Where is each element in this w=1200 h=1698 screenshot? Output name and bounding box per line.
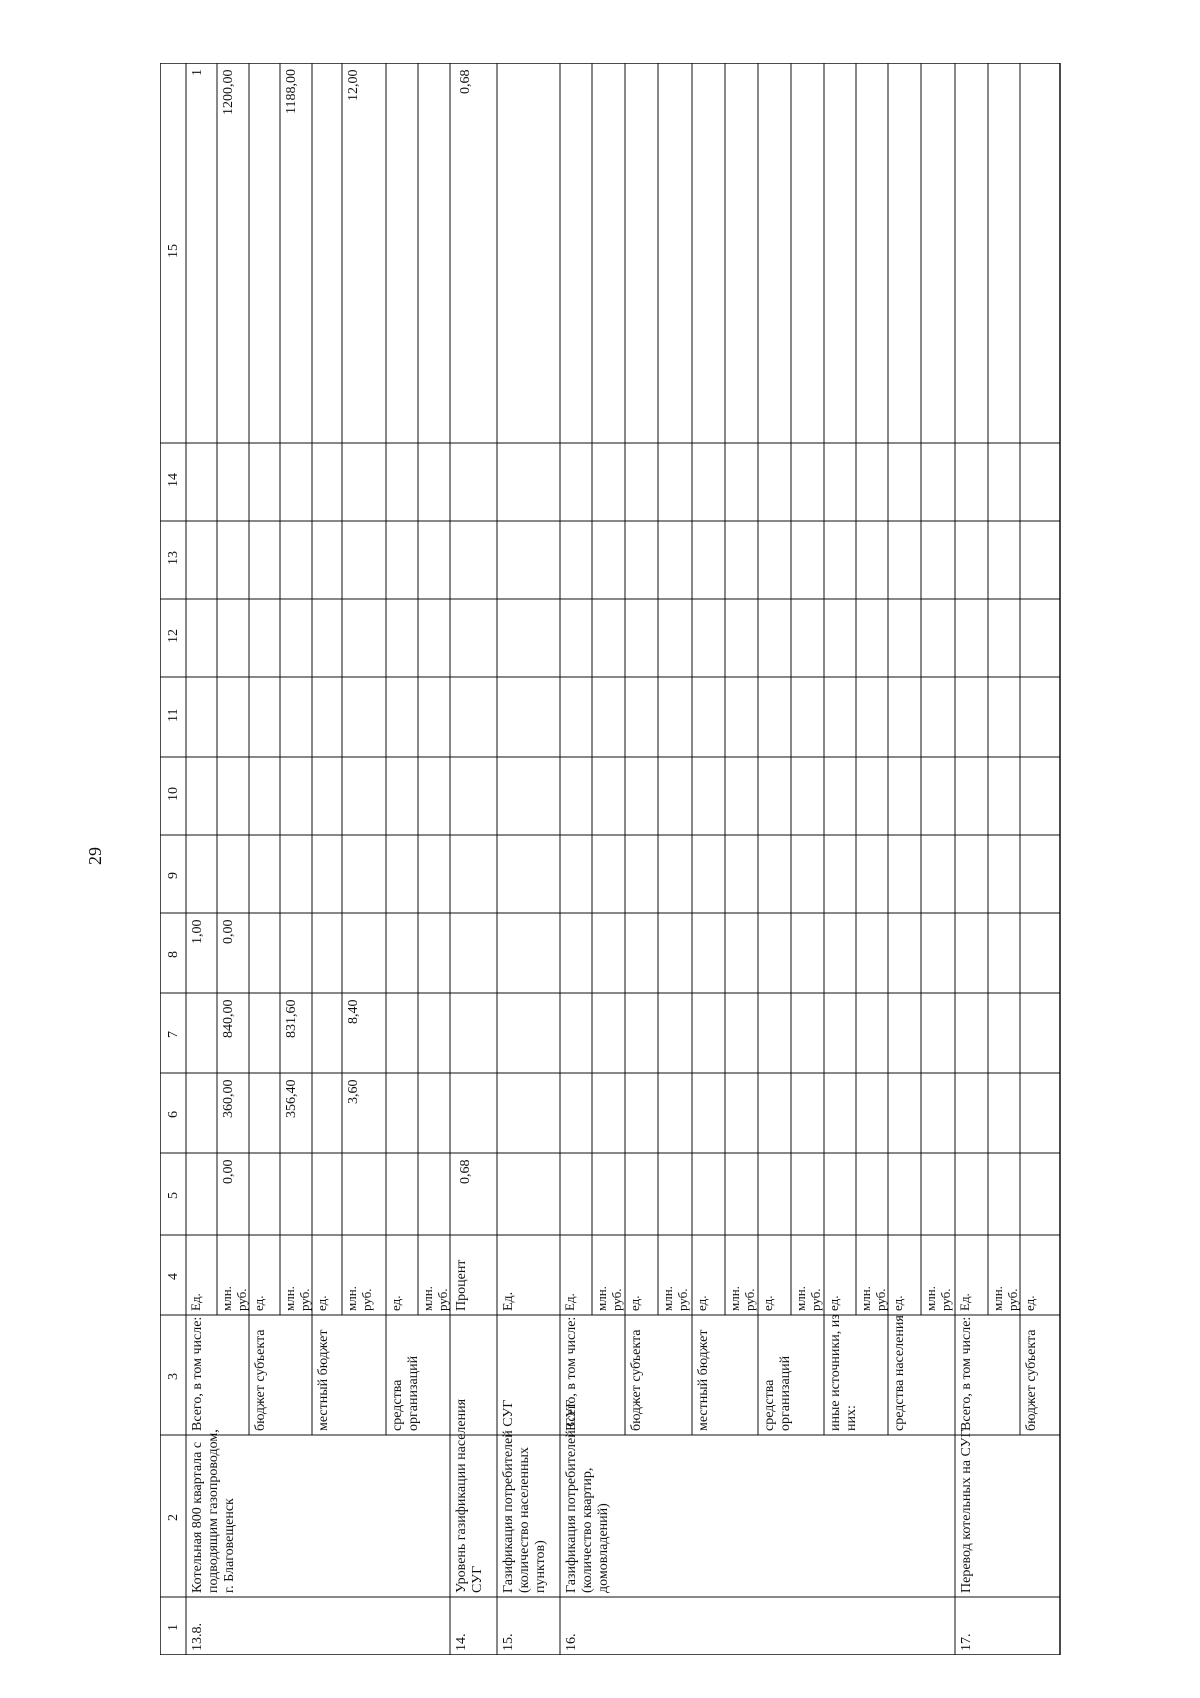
unit-label: руб. — [742, 1288, 757, 1311]
value-cell: 1200,00 — [221, 69, 236, 115]
row-number: 16. — [564, 1633, 579, 1651]
row-title: (количество квартир, — [580, 1467, 595, 1593]
source-label: местный бюджет — [316, 1329, 331, 1431]
value-cell: 1,00 — [190, 919, 205, 944]
unit-label: млн. — [219, 1286, 234, 1311]
unit-label: руб. — [873, 1288, 888, 1311]
value-cell: 840,00 — [221, 999, 236, 1038]
unit-label: руб. — [297, 1288, 312, 1311]
value-cell: 8,40 — [346, 999, 361, 1024]
unit-label: Ед. — [957, 1293, 972, 1311]
source-label: местный бюджет — [696, 1329, 711, 1431]
source-label: средства — [762, 1379, 777, 1431]
unit-label: ед. — [760, 1295, 775, 1311]
column-header: 14 — [166, 473, 181, 487]
row-title: Газификация потребителей СУГ — [564, 1399, 579, 1593]
value-cell: 1 — [190, 69, 205, 76]
unit-label: млн. — [858, 1286, 873, 1311]
column-header: 3 — [166, 1373, 181, 1380]
value-cell: 0,00 — [221, 919, 236, 944]
unit-label: млн. — [727, 1286, 742, 1311]
source-label: них: — [844, 1405, 859, 1431]
unit-label: ед. — [694, 1295, 709, 1311]
column-header: 5 — [166, 1192, 181, 1199]
row-title: г. Благовещенск — [222, 1498, 237, 1593]
data-table — [160, 63, 1160, 1655]
unit-label: млн. — [990, 1286, 1005, 1311]
column-header: 12 — [166, 629, 181, 643]
source-label: иные источники, из — [828, 1314, 843, 1431]
value-cell: 0,00 — [221, 1159, 236, 1184]
unit-label: руб. — [609, 1288, 624, 1311]
unit-label: ед. — [890, 1295, 905, 1311]
source-label: организаций — [406, 1355, 421, 1431]
source-label: бюджет субъекта — [253, 1329, 268, 1431]
column-header: 1 — [166, 1624, 181, 1631]
table-grid — [160, 63, 1160, 1655]
unit-label: млн. — [420, 1286, 435, 1311]
row-number: 17. — [959, 1633, 974, 1651]
unit-label: ед. — [826, 1295, 841, 1311]
row-title: Газификация потребителей СУГ — [501, 1399, 516, 1593]
row-title: Котельная 800 квартала с — [190, 1441, 205, 1593]
row-title: (количество населенных — [517, 1447, 532, 1593]
source-label: средства — [390, 1379, 405, 1431]
row-number: 14. — [454, 1633, 469, 1651]
unit-label: Ед. — [188, 1293, 203, 1311]
value-cell: 3,60 — [346, 1079, 361, 1104]
value-cell: 0,68 — [458, 69, 473, 94]
column-header: 15 — [166, 244, 181, 258]
source-label: Всего, в том числе: — [564, 1316, 579, 1431]
unit-label: ед. — [627, 1295, 642, 1311]
column-header: 10 — [166, 787, 181, 801]
row-title: Уровень газификации населения — [454, 1398, 469, 1593]
unit-label: млн. — [660, 1286, 675, 1311]
column-header: 7 — [166, 1031, 181, 1038]
column-header: 2 — [166, 1514, 181, 1521]
unit-label: ед. — [314, 1295, 329, 1311]
unit-label: млн. — [923, 1286, 938, 1311]
column-header: 9 — [166, 872, 181, 879]
row-title: подводящим газопроводом, — [206, 1429, 221, 1593]
unit-label: ед. — [251, 1295, 266, 1311]
column-header: 6 — [166, 1111, 181, 1118]
row-title: пунктов) — [533, 1540, 548, 1593]
source-label: Всего, в том числе: — [190, 1316, 205, 1431]
value-cell: 360,00 — [221, 1079, 236, 1118]
unit-label: Ед. — [501, 1291, 516, 1311]
source-label: средства населения — [892, 1315, 907, 1431]
unit-label: Процент — [454, 1259, 469, 1311]
unit-label: млн. — [282, 1286, 297, 1311]
unit-label: руб. — [1005, 1288, 1020, 1311]
row-title: Перевод котельных на СУГ — [959, 1429, 974, 1593]
page-number: 29 — [84, 847, 105, 865]
source-label: бюджет субъекта — [629, 1329, 644, 1431]
value-cell: 0,68 — [458, 1159, 473, 1184]
unit-label: руб. — [808, 1288, 823, 1311]
value-cell: 356,40 — [284, 1079, 299, 1118]
column-header: 4 — [166, 1273, 181, 1280]
source-label: организаций — [778, 1355, 793, 1431]
row-title: домовладений) — [596, 1503, 611, 1593]
column-header: 8 — [166, 951, 181, 958]
column-header: 11 — [166, 708, 181, 722]
value-cell: 831,60 — [284, 999, 299, 1038]
unit-label: руб. — [234, 1288, 249, 1311]
unit-label: млн. — [793, 1286, 808, 1311]
unit-label: руб. — [938, 1288, 953, 1311]
unit-label: млн. — [594, 1286, 609, 1311]
unit-label: Ед. — [562, 1293, 577, 1311]
unit-label: ед. — [388, 1295, 403, 1311]
column-header: 13 — [166, 551, 181, 565]
unit-label: млн. — [344, 1286, 359, 1311]
source-label: Всего, в том числе: — [959, 1316, 974, 1431]
unit-label: ед. — [1022, 1295, 1037, 1311]
row-title: СУГ — [470, 1565, 485, 1593]
unit-label: руб. — [359, 1288, 374, 1311]
row-number: 13.8. — [190, 1623, 205, 1651]
unit-label: руб. — [675, 1288, 690, 1311]
row-number: 15. — [501, 1633, 516, 1651]
unit-label: руб. — [435, 1288, 450, 1311]
value-cell: 1188,00 — [284, 69, 299, 114]
value-cell: 12,00 — [346, 69, 361, 101]
source-label: бюджет субъекта — [1024, 1329, 1039, 1431]
